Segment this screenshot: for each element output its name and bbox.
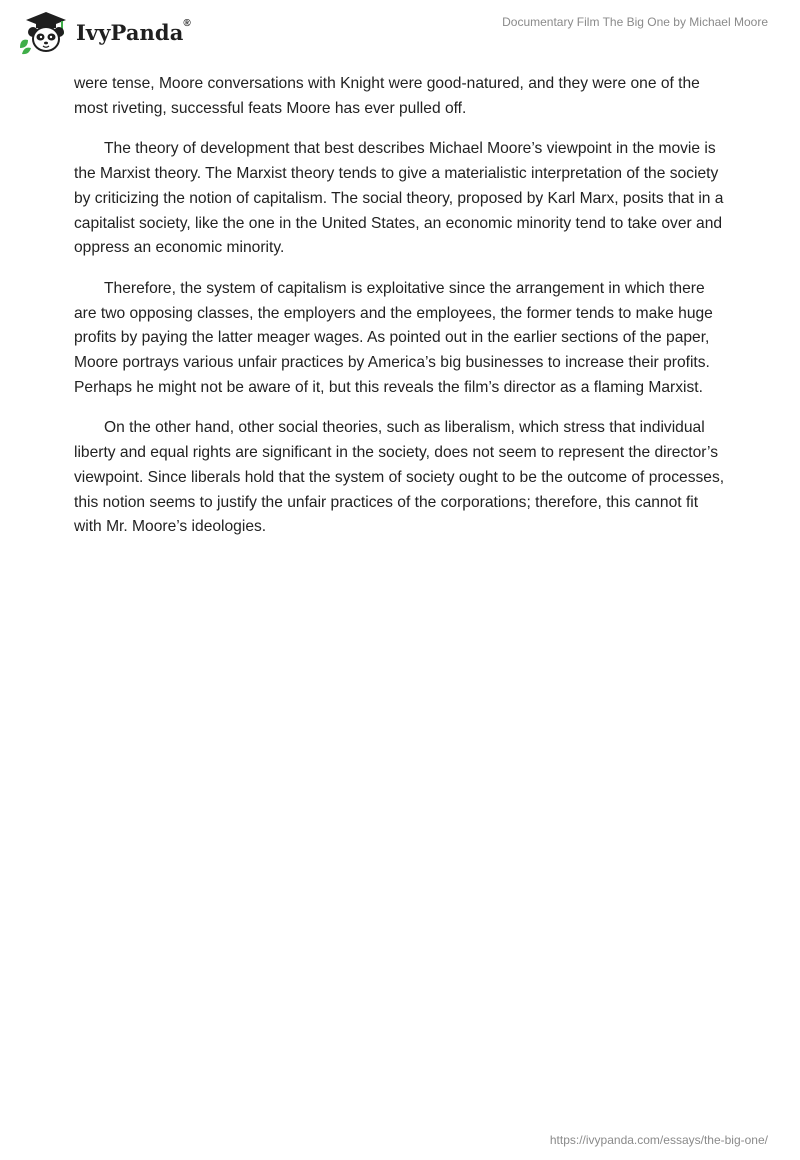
paragraph-continuation: were tense, Moore conversations with Knight were good-natured, and they were one of the most riveting, successful feats Moore has ever pulled off. [74,75,700,117]
paragraph-marxist-theory: The theory of development that best describes Michael Moore’s viewpoint in the movie is the Marxist theory. The Marxist theory tends to give a materialistic interpretation of the society by criticizing the notion of capitalism. The social theory, proposed by Karl Marx, posits that in a capitalist society, like the one in the United States, an economic minority tend to take over and oppress an economic minority. [74,140,724,257]
panda-graduate-logo-icon [16,8,72,56]
document-title: Documentary Film The Big One by Michael Moore [502,15,768,29]
essay-body [74,72,728,556]
paragraph-capitalism: Therefore, the system of capitalism is exploitative since the arrangement in which there are two opposing classes, the employers and the employees, the former tends to make huge profits by paying the latter meager wages. As pointed out in the earlier sections of the paper, Moore portrays various unfair practices by America’s big businesses to increase their profits. Perhaps he might not be aware of it, but this reveals the film’s director as a flaming Marxist. [74,279,713,396]
page-header [0,0,800,64]
registered-mark: ® [183,17,191,29]
ivypanda-logo[interactable] [16,8,191,56]
logo-wordmark: IvyPanda® [76,17,191,45]
source-url[interactable]: https://ivypanda.com/essays/the-big-one/ [549,1133,768,1147]
paragraph-liberalism: On the other hand, other social theories, such as liberalism, which stress that individual liberty and equal rights are significant in the society, does not seem to represent the director’s viewpoint. Since liberals hold that the system of society ought to be the outcome of processes, this notion seems to justify the unfair practices of the corporations; therefore, this cannot fit with Mr. Moore’s ideologies. [74,419,725,536]
